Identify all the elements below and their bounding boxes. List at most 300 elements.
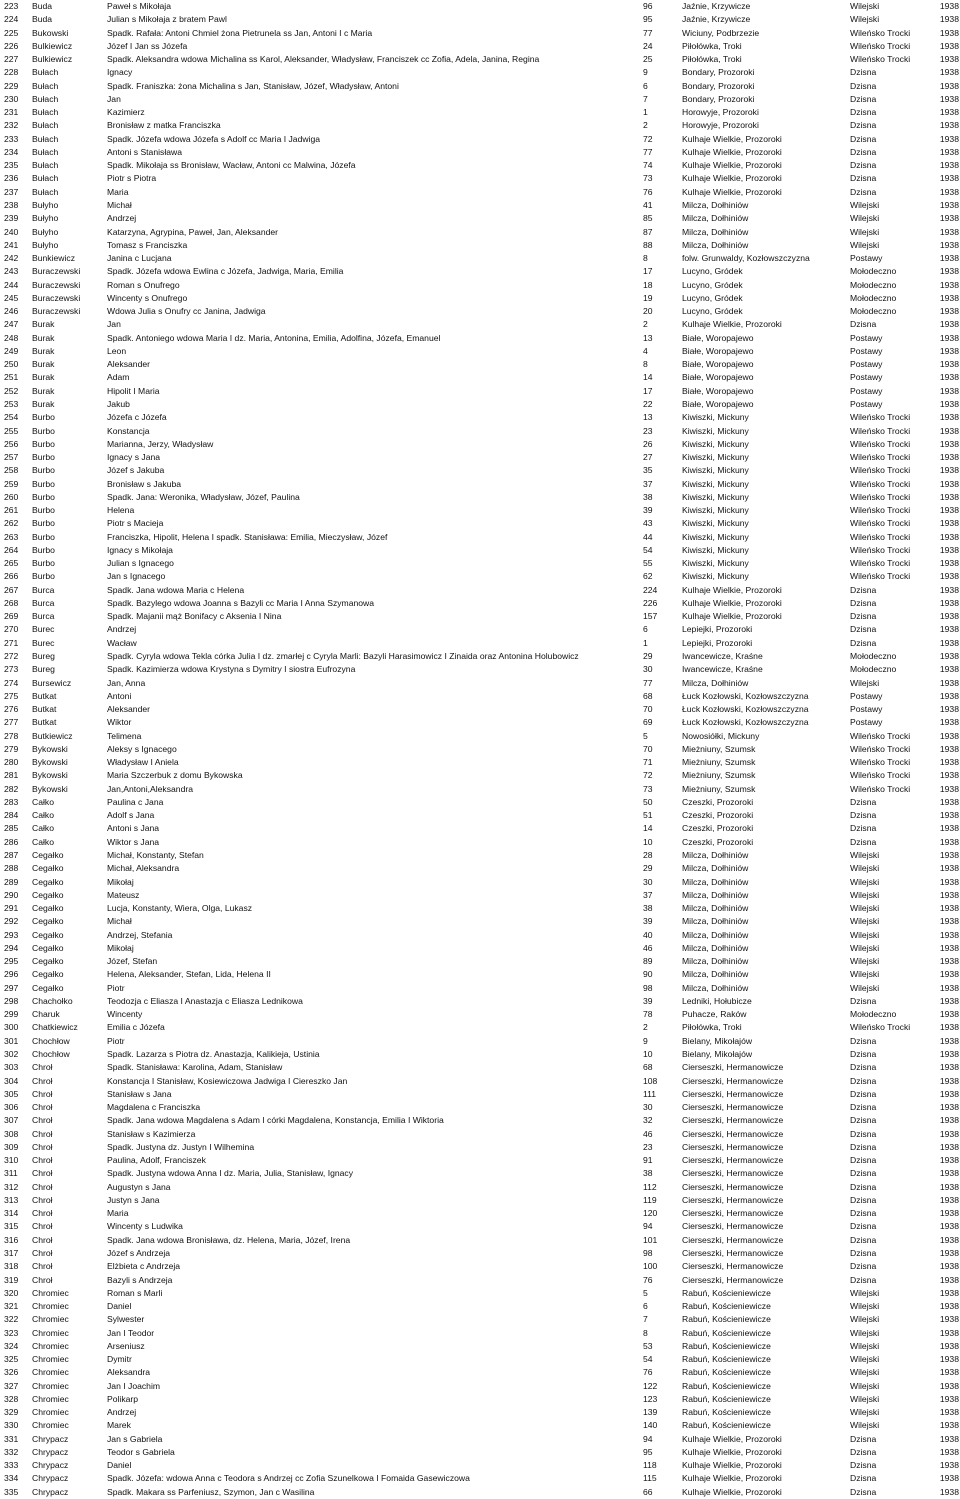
record-number-cell: 236 [4,173,19,184]
house-number-cell: 14 [643,372,653,383]
record-number-cell: 227 [4,54,19,65]
given-names-cell: Paulina c Jana [107,796,164,807]
house-number-cell: 50 [643,796,653,807]
house-number-cell: 8 [643,1327,648,1338]
table-row [0,1260,960,1273]
given-names-cell: Spadk. Antoniego wdowa Maria I dz. Maria, Antonina, Emilia, Adolfina, Józefa, Emanuel [107,332,441,343]
house-number-cell: 87 [643,226,653,237]
table-row [0,0,960,13]
house-number-cell: 76 [643,1367,653,1378]
year-cell: 1938 [939,836,959,847]
house-number-cell: 20 [643,306,653,317]
village-commune-cell: Milcza, Dołhiniów [682,226,749,237]
year-cell: 1938 [939,571,959,582]
year-cell: 1938 [939,1433,959,1444]
year-cell: 1938 [939,186,959,197]
table-row [0,1061,960,1074]
year-cell: 1938 [939,1486,959,1497]
record-number-cell: 239 [4,213,19,224]
table-row [0,1472,960,1485]
house-number-cell: 14 [643,823,653,834]
given-names-cell: Jan I Joachim [107,1380,161,1391]
record-number-cell: 246 [4,306,19,317]
year-cell: 1938 [939,783,959,794]
district-cell: Dzisna [850,133,877,144]
surname-cell: Cegałko [32,982,64,993]
district-cell: Wilejski [850,1314,880,1325]
year-cell: 1938 [939,478,959,489]
house-number-cell: 120 [643,1208,658,1219]
given-names-cell: Mikołaj [107,876,134,887]
village-commune-cell: Milcza, Dołhiniów [682,239,749,250]
district-cell: Dzisna [850,1128,877,1139]
record-number-cell: 303 [4,1062,19,1073]
record-number-cell: 279 [4,743,19,754]
table-row [0,889,960,902]
surname-cell: Chroł [32,1155,53,1166]
record-number-cell: 285 [4,823,19,834]
given-names-cell: Konstancja I Stanisław, Kosiewiczowa Jadwiga I Ciereszko Jan [107,1075,348,1086]
given-names-cell: Józef, Stefan [107,956,158,967]
record-number-cell: 231 [4,107,19,118]
village-commune-cell: Białe, Woropajewo [682,359,754,370]
district-cell: Dzisna [850,624,877,635]
surname-cell: Burbo [32,571,55,582]
village-commune-cell: Jaźnie, Krzywicze [682,1,751,11]
house-number-cell: 35 [643,465,653,476]
record-number-cell: 273 [4,664,19,675]
given-names-cell: Leon [107,345,127,356]
year-cell: 1938 [939,80,959,91]
house-number-cell: 224 [643,584,658,595]
year-cell: 1938 [939,1,959,11]
village-commune-cell: Kiwiszki, Mickuny [682,505,749,516]
year-cell: 1938 [939,1261,959,1272]
house-number-cell: 96 [643,1,653,11]
given-names-cell: Katarzyna, Agrypina, Paweł, Jan, Aleksander [107,226,279,237]
district-cell: Wilejski [850,1287,880,1298]
table-row [0,1021,960,1034]
given-names-cell: Michał [107,199,132,210]
district-cell: Dzisna [850,1274,877,1285]
year-cell: 1938 [939,1407,959,1418]
year-cell: 1938 [939,704,959,715]
record-number-cell: 311 [4,1168,18,1179]
record-number-cell: 259 [4,478,19,489]
given-names-cell: Mateusz [107,889,140,900]
table-row [0,1181,960,1194]
village-commune-cell: Białe, Woropajewo [682,398,754,409]
house-number-cell: 24 [643,40,653,51]
given-names-cell: Paulina, Adolf, Franciszek [107,1155,206,1166]
table-row [0,929,960,942]
given-names-cell: Spadk. Józefa wdowa Józefa s Adolf cc Maria I Jadwiga [107,133,321,144]
record-number-cell: 296 [4,969,19,980]
house-number-cell: 18 [643,279,653,290]
district-cell: Wilejski [850,889,880,900]
district-cell: Wileńsko Trocki [850,743,911,754]
table-row [0,133,960,146]
table-row [0,425,960,438]
village-commune-cell: Lucyno, Gródek [682,292,743,303]
given-names-cell: Telimena [107,730,142,741]
record-number-cell: 238 [4,199,19,210]
table-row [0,597,960,610]
given-names-cell: Józef s Jakuba [107,465,165,476]
given-names-cell: Ignacy s Jana [107,452,161,463]
village-commune-cell: Kiwiszki, Mickuny [682,544,749,555]
year-cell: 1938 [939,624,959,635]
house-number-cell: 38 [643,1168,653,1179]
house-number-cell: 7 [643,93,648,104]
record-number-cell: 276 [4,704,19,715]
table-row [0,1101,960,1114]
district-cell: Dzisna [850,1141,877,1152]
table-row [0,1327,960,1340]
year-cell: 1938 [939,743,959,754]
house-number-cell: 8 [643,359,648,370]
village-commune-cell: Cierseszki, Hermanowicze [682,1208,784,1219]
given-names-cell: Franciszka, Hipolit, Helena I spadk. Stanisława: Emilia, Mieczysław, Józef [107,531,388,542]
year-cell: 1938 [939,597,959,608]
village-commune-cell: Milcza, Dołhiniów [682,942,749,953]
surname-cell: Chromiec [32,1327,69,1338]
surname-cell: Całko [32,836,54,847]
village-commune-cell: Milcza, Dołhiniów [682,876,749,887]
given-names-cell: Piotr [107,982,125,993]
house-number-cell: 9 [643,67,648,78]
surname-cell: Chromiec [32,1340,69,1351]
surname-cell: Bukowski [32,27,69,38]
district-cell: Dzisna [850,1048,877,1059]
house-number-cell: 46 [643,1128,653,1139]
district-cell: Postawy [850,398,883,409]
record-number-cell: 264 [4,544,19,555]
village-commune-cell: Kulhaje Wielkie, Prozoroki [682,133,782,144]
district-cell: Dzisna [850,637,877,648]
surname-cell: Chroł [32,1234,53,1245]
surname-cell: Buda [32,1,53,11]
year-cell: 1938 [939,107,959,118]
table-row [0,783,960,796]
table-row [0,623,960,636]
table-row [0,942,960,955]
village-commune-cell: Kiwiszki, Mickuny [682,571,749,582]
given-names-cell: Michał, Aleksandra [107,863,180,874]
table-row [0,637,960,650]
surname-cell: Bykowski [32,783,68,794]
record-number-cell: 324 [4,1340,19,1351]
year-cell: 1938 [939,956,959,967]
house-number-cell: 70 [643,743,653,754]
given-names-cell: Kazimierz [107,107,145,118]
year-cell: 1938 [939,823,959,834]
village-commune-cell: Kiwiszki, Mickuny [682,531,749,542]
table-row [0,1234,960,1247]
surname-cell: Butkiewicz [32,730,73,741]
table-row [0,358,960,371]
given-names-cell: Jan [107,319,121,330]
given-names-cell: Maria Szczerbuk z domu Bykowska [107,770,243,781]
table-row [0,1459,960,1472]
village-commune-cell: Milcza, Dołhiniów [682,929,749,940]
district-cell: Dzisna [850,160,877,171]
district-cell: Mołodeczno [850,266,897,277]
house-number-cell: 94 [643,1433,653,1444]
year-cell: 1938 [939,1208,959,1219]
year-cell: 1938 [939,1168,959,1179]
village-commune-cell: Mieżniuny, Szumsk [682,743,756,754]
year-cell: 1938 [939,1314,959,1325]
year-cell: 1938 [939,1380,959,1391]
record-number-cell: 315 [4,1221,19,1232]
given-names-cell: Roman s Onufrego [107,279,180,290]
surname-cell: Chroł [32,1102,53,1113]
house-number-cell: 53 [643,1340,653,1351]
house-number-cell: 54 [643,1354,653,1365]
village-commune-cell: Czeszki, Prozoroki [682,796,754,807]
table-row [0,1366,960,1379]
record-number-cell: 282 [4,783,19,794]
year-cell: 1938 [939,253,959,264]
village-commune-cell: Cierseszki, Hermanowicze [682,1115,784,1126]
year-cell: 1938 [939,1420,959,1431]
surname-cell: Burbo [32,491,55,502]
record-number-cell: 323 [4,1327,19,1338]
year-cell: 1938 [939,120,959,131]
district-cell: Mołodeczno [850,651,897,662]
house-number-cell: 4 [643,345,648,356]
surname-cell: Bykowski [32,757,68,768]
given-names-cell: Antoni s Jana [107,823,160,834]
year-cell: 1938 [939,1473,959,1484]
record-number-cell: 309 [4,1141,19,1152]
record-number-cell: 312 [4,1181,19,1192]
surname-cell: Bułach [32,67,59,78]
village-commune-cell: Cierseszki, Hermanowicze [682,1234,784,1245]
record-number-cell: 270 [4,624,19,635]
house-number-cell: 139 [643,1407,658,1418]
district-cell: Dzisna [850,1473,877,1484]
given-names-cell: Spadk. Aleksandra wdowa Michalina ss Karol, Aleksander, Władysław, Franciszek cc Zofia, Adela, Janina, Regina [107,54,540,65]
village-commune-cell: Łuck Kozłowski, Kozłowszczyzna [682,690,809,701]
surname-cell: Chroł [32,1274,53,1285]
district-cell: Postawy [850,717,883,728]
year-cell: 1938 [939,279,959,290]
given-names-cell: Janina c Lucjana [107,253,172,264]
table-row [0,239,960,252]
house-number-cell: 74 [643,160,653,171]
house-number-cell: 25 [643,54,653,65]
year-cell: 1938 [939,306,959,317]
district-cell: Dzisna [850,1460,877,1471]
house-number-cell: 1 [643,107,648,118]
record-number-cell: 319 [4,1274,19,1285]
record-number-cell: 295 [4,956,19,967]
year-cell: 1938 [939,359,959,370]
village-commune-cell: Cierseszki, Hermanowicze [682,1274,784,1285]
year-cell: 1938 [939,1048,959,1059]
table-row [0,265,960,278]
surname-cell: Chroł [32,1208,53,1219]
surname-cell: Całko [32,823,54,834]
record-number-cell: 288 [4,863,19,874]
year-cell: 1938 [939,1247,959,1258]
village-commune-cell: Cierseszki, Hermanowicze [682,1102,784,1113]
surname-cell: Chroł [32,1141,53,1152]
village-commune-cell: Łuck Kozłowski, Kozłowszczyzna [682,704,809,715]
village-commune-cell: Mieżniuny, Szumsk [682,757,756,768]
year-cell: 1938 [939,14,959,25]
district-cell: Wileńsko Trocki [850,757,911,768]
house-number-cell: 43 [643,518,653,529]
surname-cell: Cegałko [32,850,64,860]
given-names-cell: Wacław [107,637,137,648]
record-number-cell: 277 [4,717,19,728]
surname-cell: Bulkiewicz [32,40,73,51]
table-row [0,1247,960,1260]
table-row [0,849,960,862]
table-row [0,80,960,93]
given-names-cell: Arseniusz [107,1340,145,1351]
record-number-cell: 260 [4,491,19,502]
surname-cell: Burec [32,624,55,635]
given-names-cell: Andrzej, Stefania [107,929,173,940]
village-commune-cell: Kulhaje Wielkie, Prozoroki [682,319,782,330]
house-number-cell: 22 [643,398,653,409]
village-commune-cell: Lucyno, Gródek [682,266,743,277]
record-number-cell: 233 [4,133,19,144]
surname-cell: Cegałko [32,969,64,980]
given-names-cell: Andrzej [107,213,137,224]
table-row [0,438,960,451]
surname-cell: Buraczewski [32,292,81,303]
table-row [0,570,960,583]
given-names-cell: Adolf s Jana [107,810,155,821]
given-names-cell: Augustyn s Jana [107,1181,171,1192]
year-cell: 1938 [939,292,959,303]
record-number-cell: 301 [4,1035,19,1046]
village-commune-cell: Milcza, Dołhiniów [682,889,749,900]
house-number-cell: 62 [643,571,653,582]
house-number-cell: 46 [643,942,653,953]
table-row [0,1167,960,1180]
record-number-cell: 330 [4,1420,19,1431]
house-number-cell: 119 [643,1194,657,1205]
village-commune-cell: Kiwiszki, Mickuny [682,412,749,423]
surname-cell: Burbo [32,412,55,423]
year-cell: 1938 [939,425,959,436]
district-cell: Wilejski [850,213,880,224]
given-names-cell: Tomasz s Franciszka [107,239,188,250]
table-row [0,252,960,265]
given-names-cell: Mikołaj [107,942,134,953]
house-number-cell: 28 [643,850,653,860]
district-cell: Dzisna [850,1486,877,1497]
year-cell: 1938 [939,1367,959,1378]
district-cell: Dzisna [850,93,877,104]
district-cell: Dzisna [850,80,877,91]
record-number-cell: 283 [4,796,19,807]
village-commune-cell: Lepiejki, Prozoroki [682,624,753,635]
table-row [0,1035,960,1048]
table-row [0,464,960,477]
record-number-cell: 229 [4,80,19,91]
table-row [0,1220,960,1233]
village-commune-cell: Kiwiszki, Mickuny [682,465,749,476]
record-number-cell: 281 [4,770,19,781]
year-cell: 1938 [939,1234,959,1245]
surname-cell: Cegałko [32,876,64,887]
district-cell: Dzisna [850,67,877,78]
given-names-cell: Spadk. Lazarza s Piotra dz. Anastazja, Kalikieja, Ustinia [107,1048,320,1059]
record-number-cell: 294 [4,942,19,953]
district-cell: Wilejski [850,1420,880,1431]
record-number-cell: 244 [4,279,19,290]
village-commune-cell: folw. Grunwaldy, Kozłowszczyzna [682,253,810,264]
district-cell: Postawy [850,690,883,701]
year-cell: 1938 [939,969,959,980]
table-row [0,13,960,26]
table-row [0,769,960,782]
district-cell: Wilejski [850,903,880,914]
table-row [0,305,960,318]
district-cell: Wileńsko Trocki [850,491,911,502]
given-names-cell: Józef s Andrzeja [107,1247,171,1258]
table-row [0,650,960,663]
village-commune-cell: Kulhaje Wielkie, Prozoroki [682,160,782,171]
table-row [0,478,960,491]
village-commune-cell: Rabuń, Kościeniewicze [682,1420,771,1431]
table-row [0,1114,960,1127]
house-number-cell: 39 [643,505,653,516]
village-commune-cell: Kiwiszki, Mickuny [682,438,749,449]
house-number-cell: 30 [643,1102,653,1113]
year-cell: 1938 [939,199,959,210]
table-row [0,610,960,623]
given-names-cell: Aleksandra [107,1367,150,1378]
year-cell: 1938 [939,1181,959,1192]
record-number-cell: 291 [4,903,19,914]
year-cell: 1938 [939,1393,959,1404]
district-cell: Wileńsko Trocki [850,558,911,569]
table-row [0,318,960,331]
village-commune-cell: Milcza, Dołhiniów [682,903,749,914]
house-number-cell: 13 [643,332,653,343]
village-commune-cell: Kiwiszki, Mickuny [682,452,749,463]
village-commune-cell: Ledniki, Hołubicze [682,995,752,1006]
year-cell: 1938 [939,637,959,648]
table-row [0,1274,960,1287]
district-cell: Wilejski [850,1340,880,1351]
village-commune-cell: Kulhaje Wielkie, Prozoroki [682,1433,782,1444]
given-names-cell: Helena, Aleksander, Stefan, Lida, Helena II [107,969,271,980]
surname-cell: Bursewicz [32,677,72,688]
given-names-cell: Roman s Marli [107,1287,163,1298]
village-commune-cell: Iwancewicze, Kraśne [682,664,763,675]
district-cell: Wilejski [850,1393,880,1404]
surname-cell: Buraczewski [32,266,81,277]
year-cell: 1938 [939,385,959,396]
year-cell: 1938 [939,889,959,900]
house-number-cell: 94 [643,1221,653,1232]
year-cell: 1938 [939,266,959,277]
village-commune-cell: Bondary, Prozoroki [682,67,755,78]
table-row [0,345,960,358]
record-number-cell: 235 [4,160,19,171]
surname-cell: Chochłow [32,1035,70,1046]
year-cell: 1938 [939,372,959,383]
